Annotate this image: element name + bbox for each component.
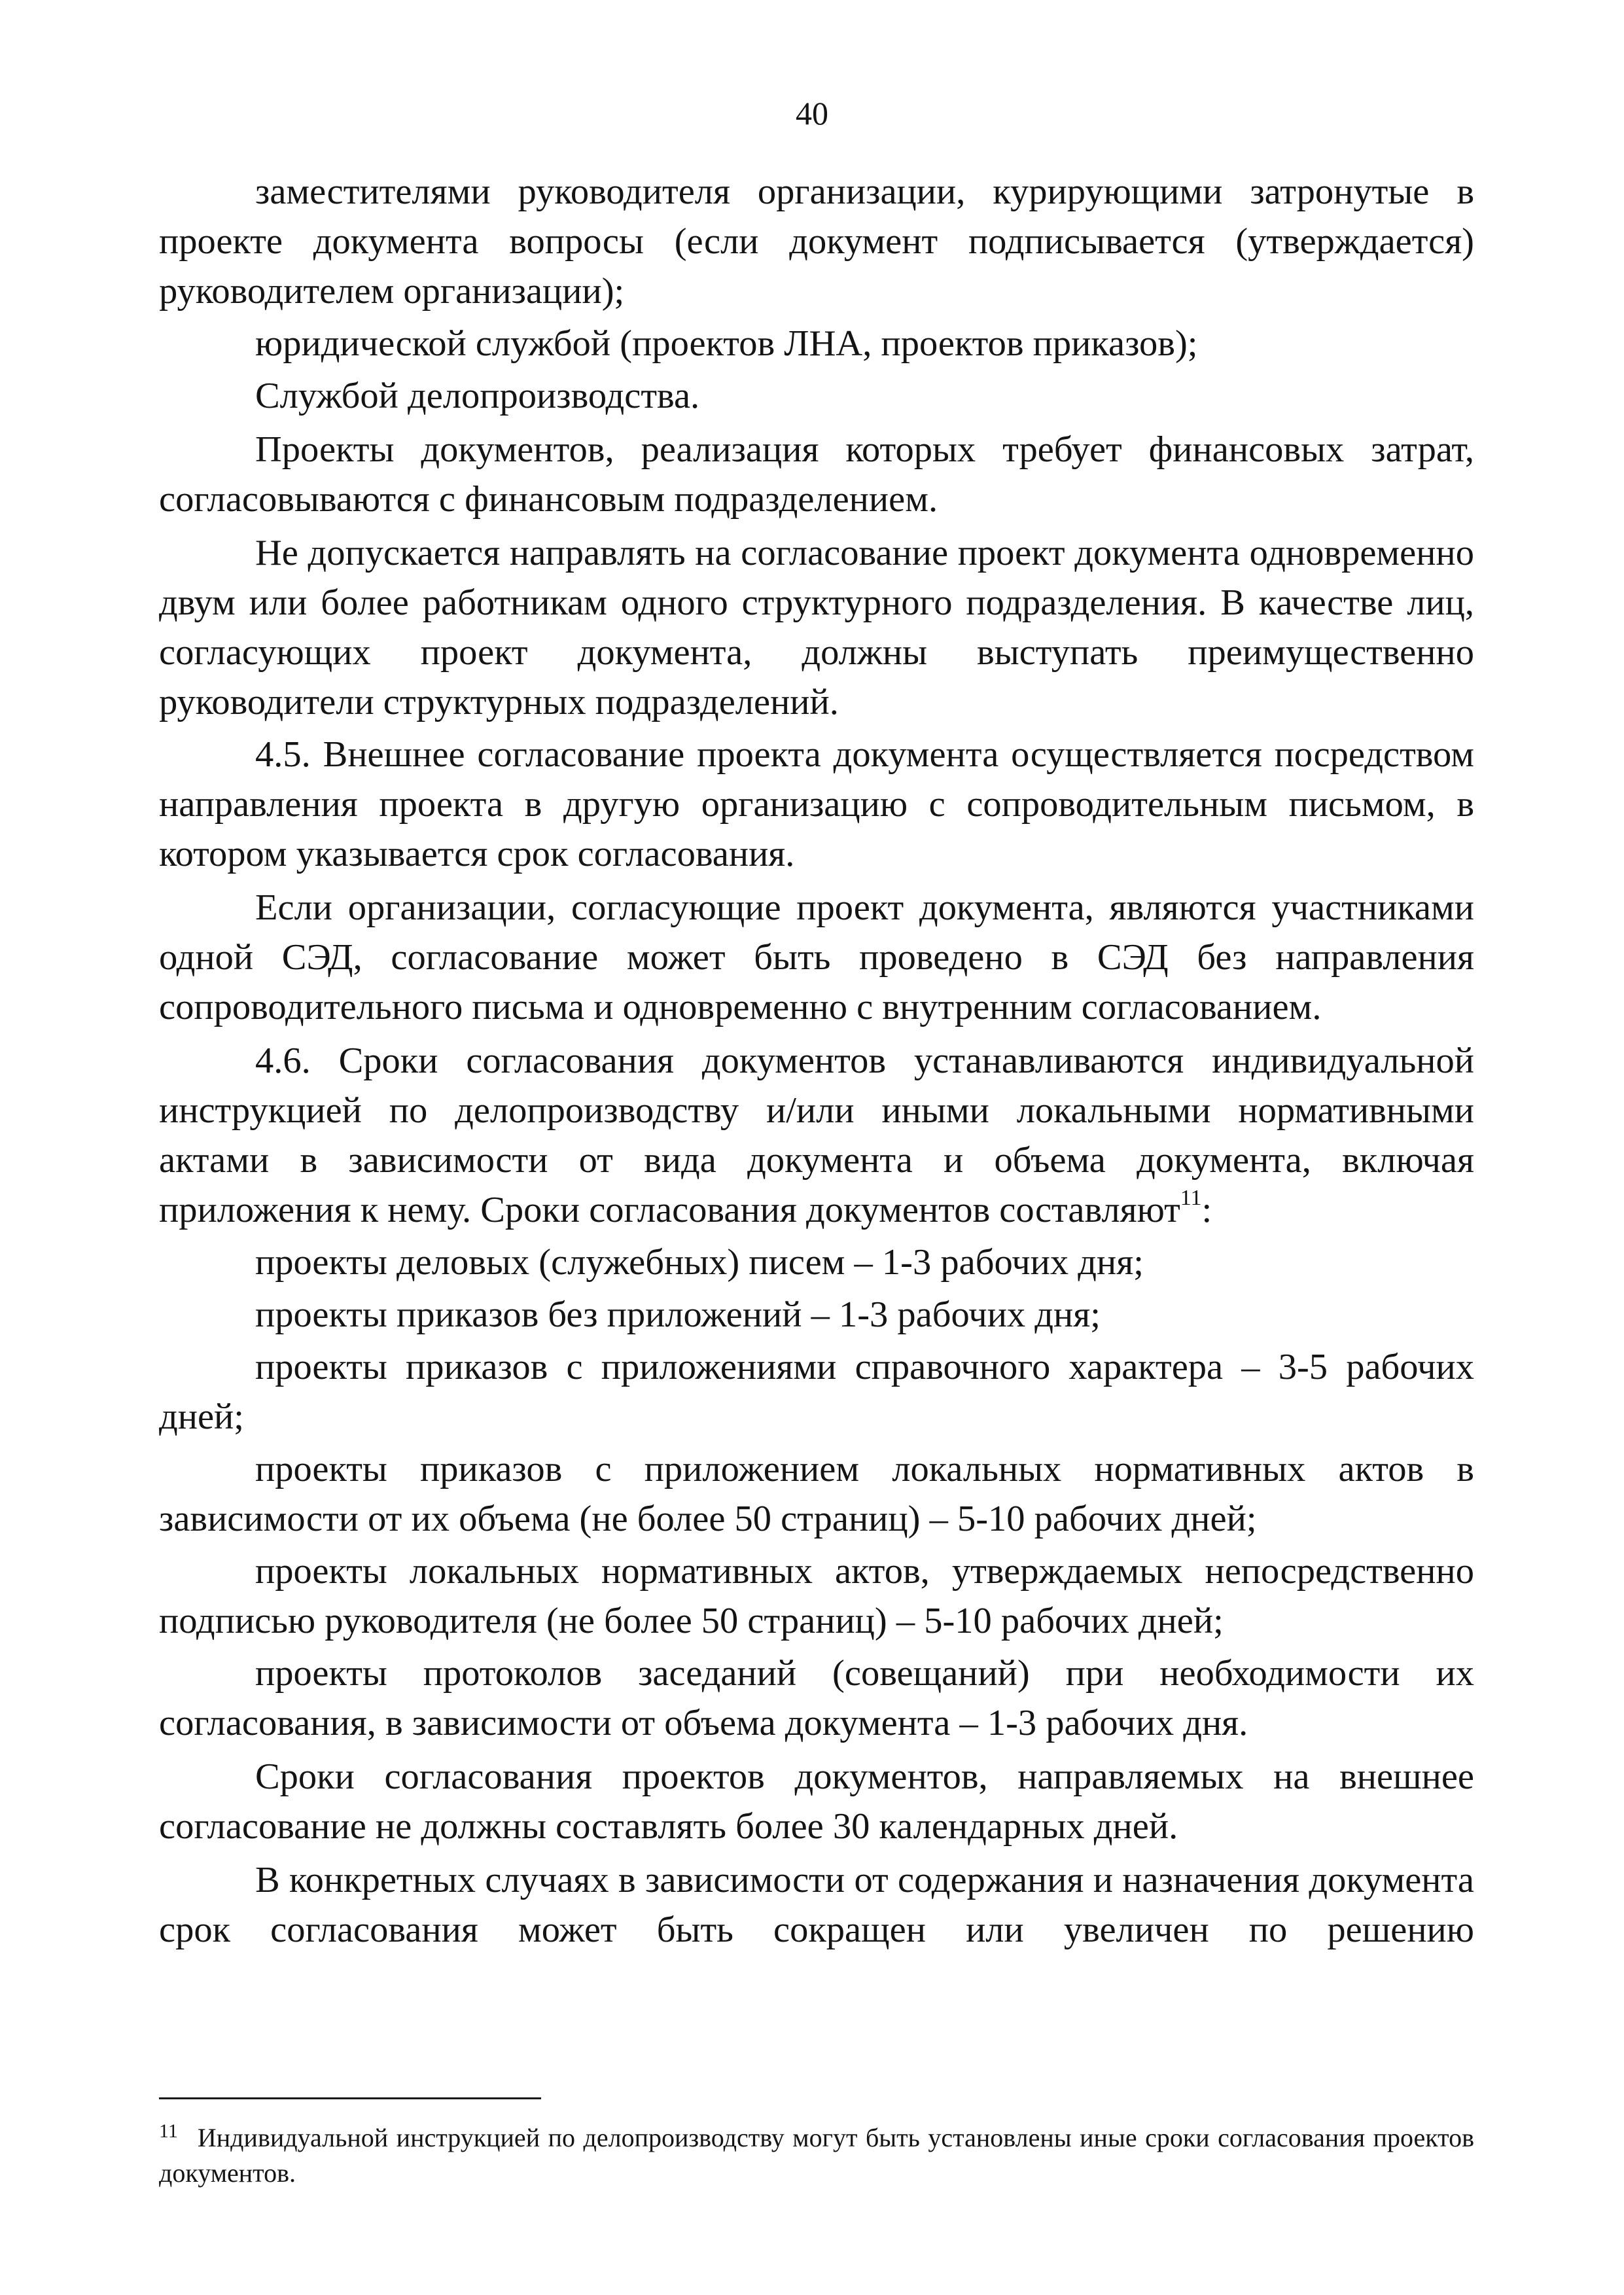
paragraph-section-4-6-text: 4.6. Сроки согласования документов устанавливаются индивидуальной инструкцией по делопроизводству и/или иными локальными нормативными актами в зависимости от вида документа и объема документа, включая приложения к нему. Сроки согласования документов составляют [159,1041,1474,1230]
footnote [159,2120,1474,2191]
paragraph-financial-approval: Проекты документов, реализация которых требует финансовых затрат, согласовываются с финансовым подразделением. [159,429,1474,520]
footnote-separator [159,2097,541,2099]
list-item-meeting-protocols: проекты протоколов заседаний (совещаний) при необходимости их согласования, в зависимости от объема документа – 1-3 рабочих дня. [159,1653,1474,1743]
list-item-orders-reference-attachments: проекты приказов с приложениями справочного характера – 3-5 рабочих дней; [159,1347,1474,1437]
paragraph-approvers-deputies: заместителями руководителя организации, курирующими затронутые в проекте документа вопросы (если документ подписывается (утверждается) руководителем организации); [159,171,1474,311]
page-number: 40 [796,95,828,132]
document-body [159,167,1474,1957]
paragraph-section-4-6 [159,1036,1474,1235]
paragraph-section-4-5: 4.5. Внешнее согласование проекта документа осуществляется посредством направления проекта в другую организацию с сопроводительным письмом, в котором указывается срок согласования. [159,734,1474,874]
paragraph-records-service: Службой делопроизводства. [255,376,700,416]
list-item-lna-projects: проекты локальных нормативных актов, утверждаемых непосредственно подписью руководителя (не более 50 страниц) – 5-10 рабочих дней; [159,1551,1474,1641]
paragraph-section-4-6-colon: : [1201,1190,1212,1230]
footnote-text: Индивидуальной инструкцией по делопроизводству могут быть установлены иные сроки согласования проектов документов. [159,2123,1474,2188]
footnote-number: 11 [159,2120,178,2142]
paragraph-legal-service: юридической службой (проектов ЛНА, проектов приказов); [255,323,1198,364]
footnote-reference: 11 [1180,1186,1202,1210]
list-item-orders-with-lna: проекты приказов с приложением локальных нормативных актов в зависимости от их объема (не более 50 страниц) – 5-10 рабочих дней; [159,1449,1474,1539]
list-item-orders-no-attachments: проекты приказов без приложений – 1-3 рабочих дня; [255,1294,1101,1335]
paragraph-specific-cases: В конкретных случаях в зависимости от содержания и назначения документа срок согласования может быть сокращен или увеличен по решению [159,1860,1474,1950]
paragraph-sed-approval: Если организации, согласующие проект документа, являются участниками одной СЭД, согласование может быть проведено в СЭД без направления сопроводительного письма и одновременно с внутренним согласованием. [159,887,1474,1027]
paragraph-external-approval-term: Сроки согласования проектов документов, направляемых на внешнее согласование не должны составлять более 30 календарных дней. [159,1756,1474,1847]
list-item-business-letters: проекты деловых (служебных) писем – 1-3 рабочих дня; [255,1242,1144,1283]
paragraph-approval-restriction: Не допускается направлять на согласование проект документа одновременно двум или более работникам одного структурного подразделения. В качестве лиц, согласующих проект документа, должны выступать преимущественно руководители структурных подразделений. [159,533,1474,722]
